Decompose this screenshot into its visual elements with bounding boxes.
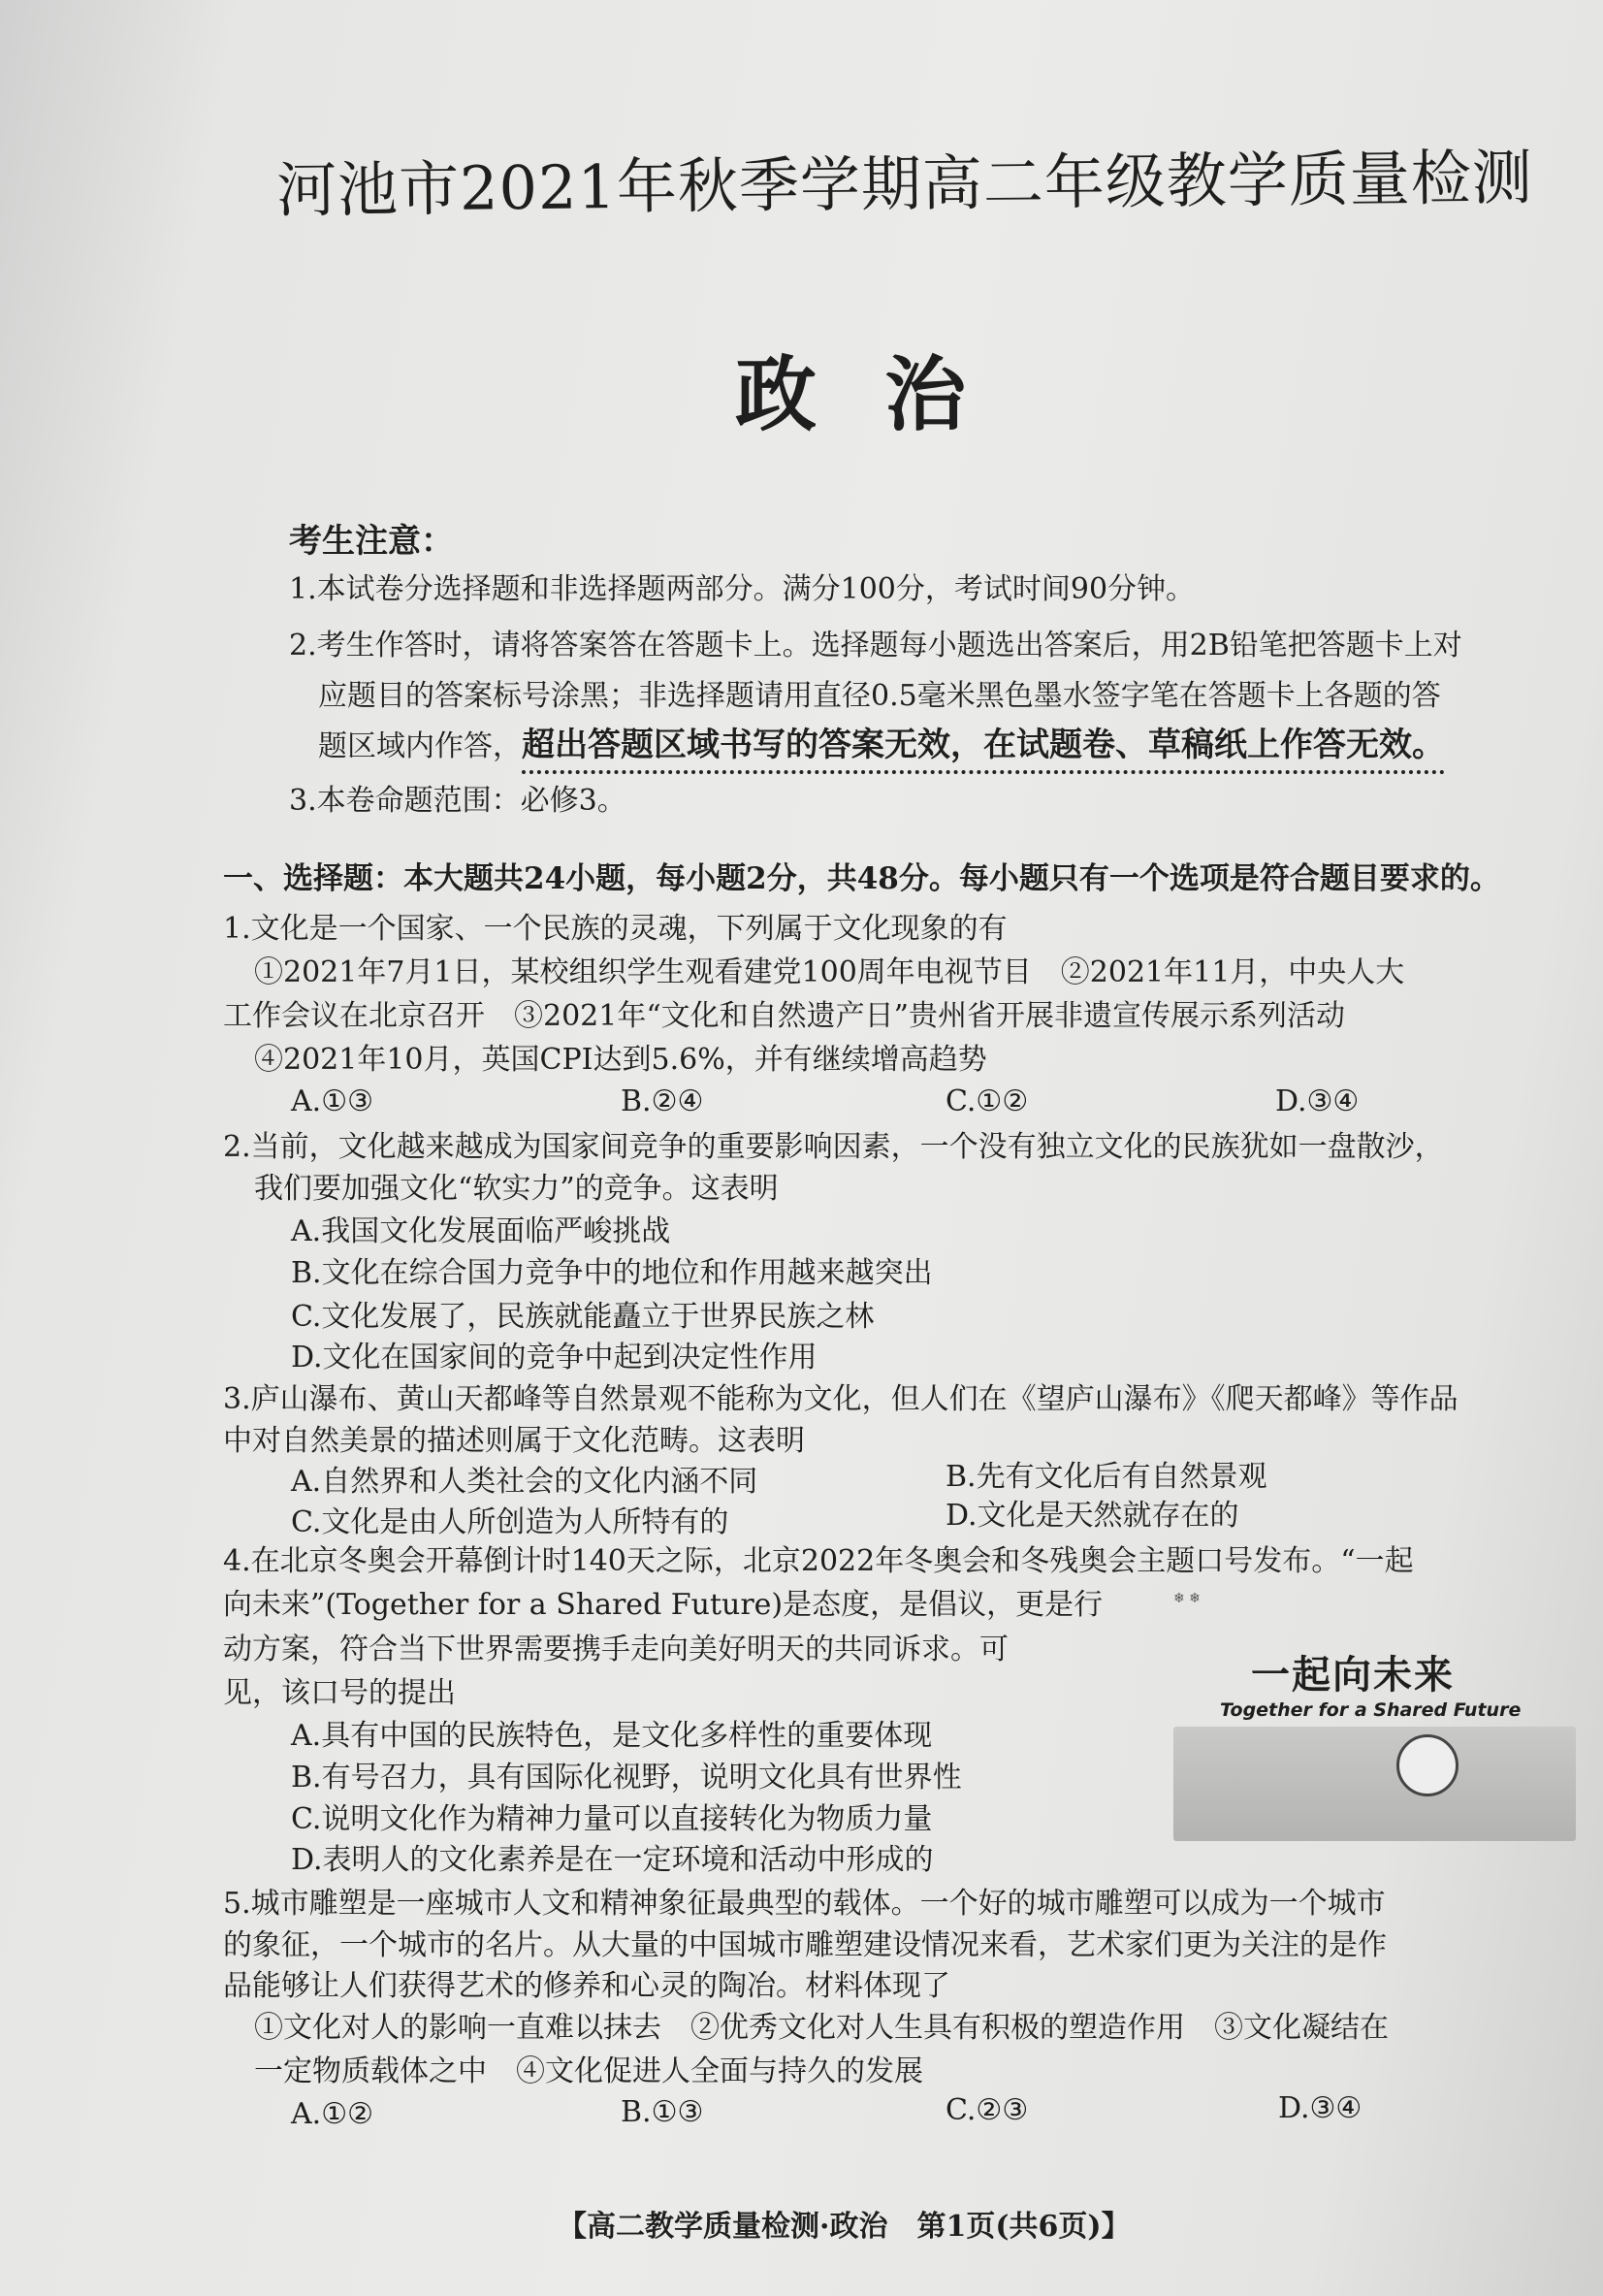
notice-text: 题区域内作答， xyxy=(318,729,522,763)
notice-emphasis: 超出答题区域书写的答案无效，在试题卷、草稿纸上作答无效。 xyxy=(522,726,1445,774)
option: A.自然界和人类社会的文化内涵不同 xyxy=(291,1465,758,1499)
question-stem: 2.当前，文化越来越成为国家间竞争的重要影响因素，一个没有独立文化的民族犹如一盘散沙， xyxy=(223,1130,1444,1164)
question-line: 向未来”(Together for a Shared Future)是态度，是倡议，更是行 xyxy=(223,1588,1104,1622)
question-stem: 3.庐山瀑布、黄山天都峰等自然景观不能称为文化，但人们在《望庐山瀑布》《爬天都峰》等作品 xyxy=(223,1382,1459,1416)
option: C.②③ xyxy=(946,2093,1029,2127)
question-stem: 4.在北京冬奥会开幕倒计时140天之际，北京2022年冬奥会和冬残奥会主题口号发布。“一起 xyxy=(223,1544,1414,1578)
option: D.③④ xyxy=(1278,2091,1363,2125)
notice-heading: 考生注意： xyxy=(289,522,454,561)
slogan-en: Together for a Shared Future xyxy=(1220,1699,1522,1721)
notice-item: 应题目的答案标号涂黑；非选择题请用直径0.5毫米黑色墨水签字笔在答题卡上各题的答 xyxy=(318,679,1441,713)
option: A.我国文化发展面临严峻挑战 xyxy=(291,1214,671,1248)
option: D.③④ xyxy=(1275,1084,1360,1118)
option: C.①② xyxy=(946,1084,1029,1118)
option: B.先有文化后有自然景观 xyxy=(946,1460,1267,1494)
olympic-emblem-icon: ❄ ❄ xyxy=(1173,1591,1201,1606)
question-stem: 1.文化是一个国家、一个民族的灵魂，下列属于文化现象的有 xyxy=(223,912,1008,946)
slogan-cn: 一起向未来 xyxy=(1251,1652,1455,1698)
option: A.具有中国的民族特色，是文化多样性的重要体现 xyxy=(291,1719,933,1753)
option: C.文化是由人所创造为人所特有的 xyxy=(291,1505,729,1539)
panda-mascot-icon xyxy=(1396,1734,1459,1796)
question-line: 见，该口号的提出 xyxy=(223,1676,456,1710)
notice-item: 3.本卷命题范围：必修3。 xyxy=(289,784,626,818)
option: B.①③ xyxy=(621,2095,704,2129)
question-line: 我们要加强文化“软实力”的竞争。这表明 xyxy=(254,1172,779,1206)
subject-title: 政治 xyxy=(735,346,1035,442)
question-line: 工作会议在北京召开 ③2021年“文化和自然遗产日”贵州省开展非遗宣传展示系列活动 xyxy=(223,999,1346,1033)
option: D.文化是天然就存在的 xyxy=(946,1499,1239,1533)
question-line: 品能够让人们获得艺术的修养和心灵的陶冶。材料体现了 xyxy=(223,1969,950,2003)
question-line: ①2021年7月1日，某校组织学生观看建党100周年电视节目 ②2021年11月，中央人大 xyxy=(254,955,1405,989)
option: A.①③ xyxy=(291,1084,373,1118)
question-line: 的象征，一个城市的名片。从大量的中国城市雕塑建设情况来看，艺术家们更为关注的是作 xyxy=(223,1928,1387,1962)
option: C.说明文化作为精神力量可以直接转化为物质力量 xyxy=(291,1802,933,1836)
page-footer: 【高二教学质量检测·政治 第1页(共6页)】 xyxy=(558,2210,1131,2244)
option: D.表明人的文化素养是在一定环境和活动中形成的 xyxy=(291,1843,934,1877)
question-line: 中对自然美景的描述则属于文化范畴。这表明 xyxy=(223,1424,805,1458)
question-stem: 5.城市雕塑是一座城市人文和精神象征最典型的载体。一个好的城市雕塑可以成为一个城市 xyxy=(223,1887,1386,1921)
option: D.文化在国家间的竞争中起到决定性作用 xyxy=(291,1341,818,1374)
exam-title: 河池市2021年秋季学期高二年级教学质量检测 xyxy=(275,142,1534,226)
notice-item xyxy=(318,728,1445,764)
section-heading: 一、选择题：本大题共24小题，每小题2分，共48分。每小题只有一个选项是符合题目要求的。 xyxy=(223,861,1500,896)
question-line: ①文化对人的影响一直难以抹去 ②优秀文化对人生具有积极的塑造作用 ③文化凝结在 xyxy=(254,2011,1389,2045)
option: B.文化在综合国力竞争中的地位和作用越来越突出 xyxy=(291,1256,933,1290)
mascot-image xyxy=(1173,1727,1576,1841)
question-line: ④2021年10月，英国CPI达到5.6%，并有继续增高趋势 xyxy=(254,1043,987,1077)
option: A.①② xyxy=(291,2097,373,2131)
notice-item: 2.考生作答时，请将答案答在答题卡上。选择题每小题选出答案后，用2B铅笔把答题卡上对 xyxy=(289,629,1462,663)
question-line: 一定物质载体之中 ④文化促进人全面与持久的发展 xyxy=(254,2054,923,2088)
option: C.文化发展了，民族就能矗立于世界民族之林 xyxy=(291,1300,875,1334)
notice-item: 1.本试卷分选择题和非选择题两部分。满分100分，考试时间90分钟。 xyxy=(289,572,1196,606)
winter-olympics-slogan-poster xyxy=(1173,1591,1576,1824)
option: B.有号召力，具有国际化视野，说明文化具有世界性 xyxy=(291,1761,962,1795)
option: B.②④ xyxy=(621,1084,704,1118)
question-line: 动方案，符合当下世界需要携手走向美好明天的共同诉求。可 xyxy=(223,1633,1009,1666)
